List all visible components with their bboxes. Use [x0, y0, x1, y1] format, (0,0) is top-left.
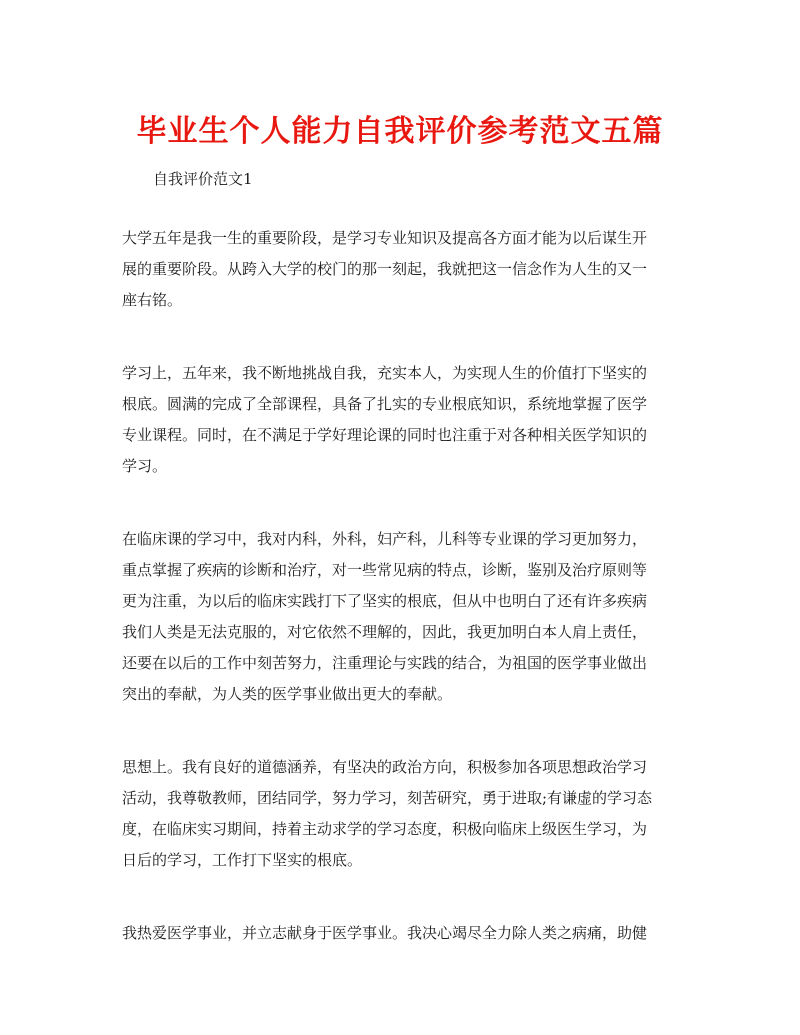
paragraph-line: 突出的奉献，为人类的医学事业做出更大的奉献。: [122, 685, 453, 703]
paragraph-line: 展的重要阶段。从跨入大学的校门的那一刻起，我就把这一信念作为人生的又一: [122, 260, 648, 278]
paragraph-line: 思想上。我有良好的道德涵养，有坚决的政治方向，积极参加各项思想政治学习: [122, 758, 648, 776]
paragraph: [122, 752, 678, 876]
paragraph-line: 大学五年是我一生的重要阶段，是学习专业知识及提高各方面才能为以后谋生开: [122, 229, 648, 247]
paragraph: [122, 358, 678, 482]
document-subtitle: 自我评价范文1: [153, 170, 253, 188]
paragraph-line: 根底。圆满的完成了全部课程，具备了扎实的专业根底知识，系统地掌握了医学: [122, 395, 648, 413]
paragraph-line: 日后的学习，工作打下坚实的根底。: [122, 851, 363, 869]
paragraph-line: 专业课程。同时，在不满足于学好理论课的同时也注重于对各种相关医学知识的: [122, 426, 648, 444]
document-body: [122, 223, 678, 991]
paragraph-line: 更为注重，为以后的临床实践打下了坚实的根底，但从中也明白了还有许多疾病: [122, 592, 648, 610]
paragraph-line: 我们人类是无法克服的，对它依然不理解的，因此，我更加明白本人肩上责任，: [122, 623, 648, 641]
paragraph: [122, 223, 678, 316]
paragraph-line: 重点掌握了疾病的诊断和治疗，对一些常见病的特点，诊断，鉴别及治疗原则等: [122, 561, 648, 579]
paragraph: [122, 524, 678, 710]
paragraph-line: 学习。: [122, 457, 168, 475]
paragraph-line: 座右铭。: [122, 291, 183, 309]
paragraph-line: 在临床课的学习中，我对内科，外科，妇产科，儿科等专业课的学习更加努力，: [122, 530, 648, 548]
document-title: 毕业生个人能力自我评价参考范文五篇: [136, 114, 664, 149]
paragraph-line: 度，在临床实习期间，持着主动求学的学习态度，积极向临床上级医生学习，为: [122, 820, 648, 838]
paragraph-line: 还要在以后的工作中刻苦努力，注重理论与实践的结合，为祖国的医学事业做出: [122, 654, 648, 672]
paragraph-line: 我热爱医学事业，并立志献身于医学事业。我决心竭尽全力除人类之病痛，助健: [122, 924, 648, 942]
paragraph-line: 学习上，五年来，我不断地挑战自我，充实本人，为实现人生的价值打下坚实的: [122, 364, 648, 382]
paragraph-line: 活动，我尊敬教师，团结同学，努力学习，刻苦研究，勇于进取;有谦虚的学习态: [122, 789, 653, 807]
paragraph: [122, 918, 678, 949]
